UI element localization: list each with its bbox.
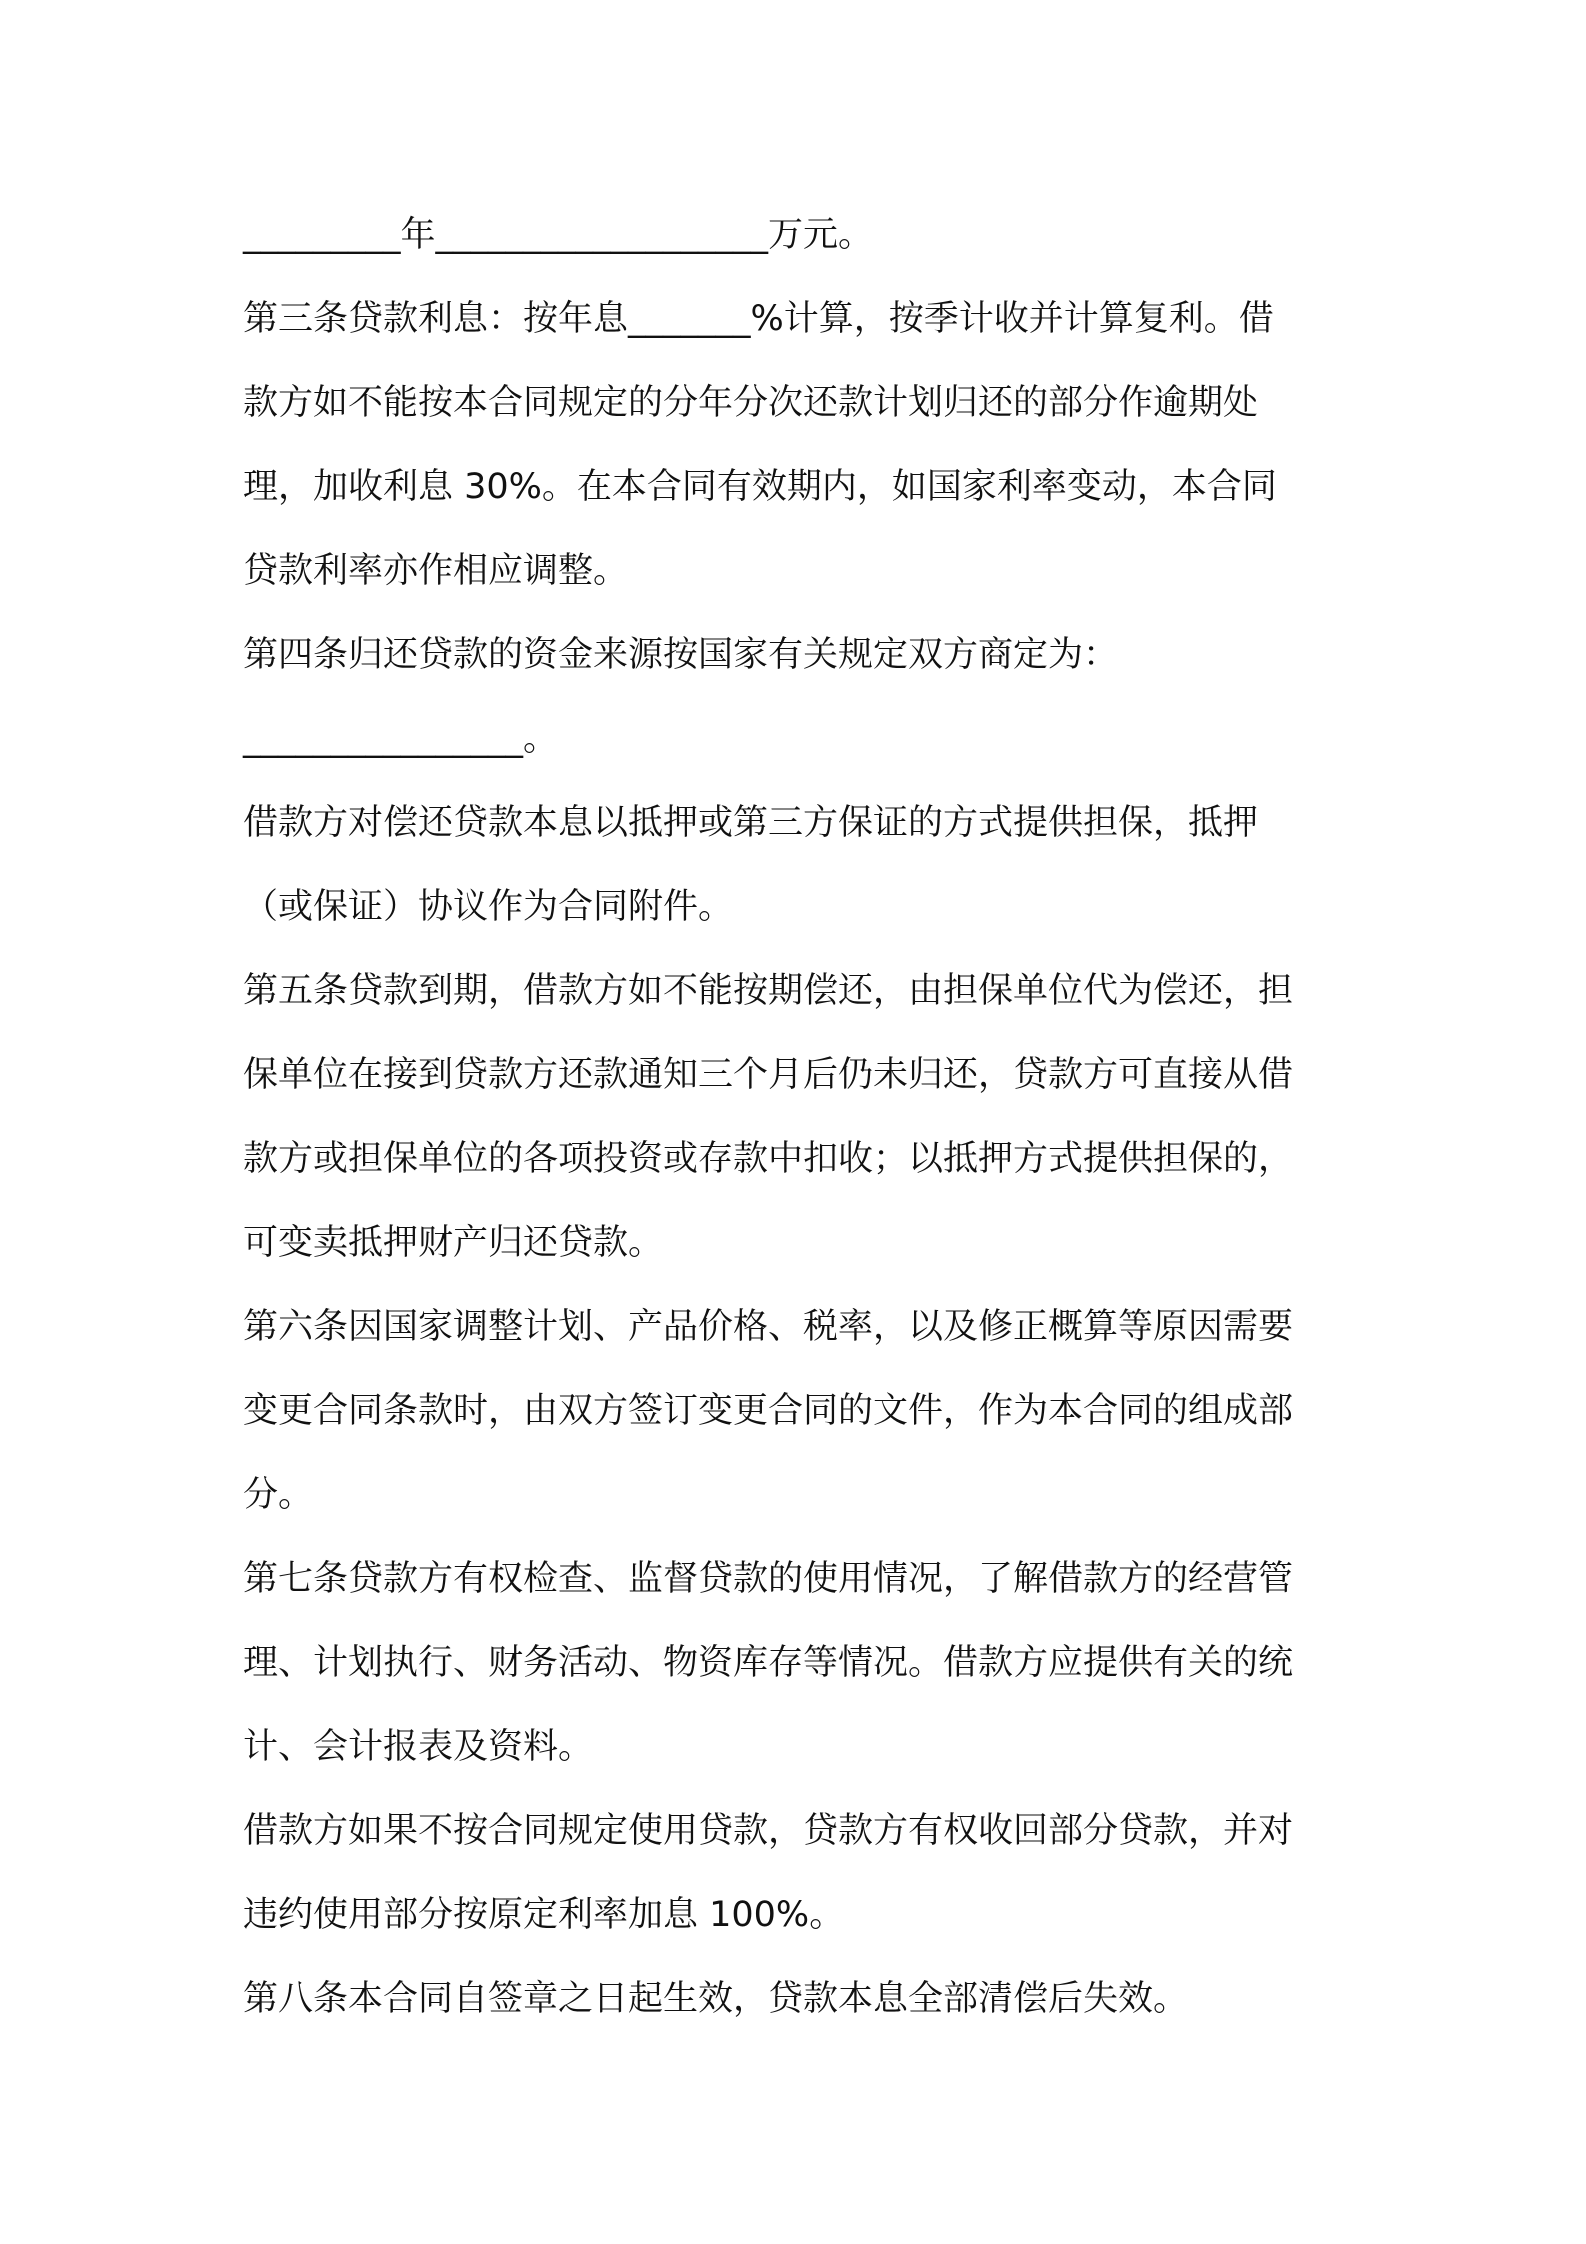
text-line: 理、计划执行、财务活动、物资库存等情况。借款方应提供有关的统 xyxy=(243,1643,1294,1683)
text-line: 第六条因国家调整计划、产品价格、税率，以及修正概算等原因需要 xyxy=(243,1307,1294,1347)
text-line: _________年___________________万元。 xyxy=(243,215,874,255)
text-line: 第四条归还贷款的资金来源按国家有关规定双方商定为： xyxy=(243,635,1119,675)
text-line: 违约使用部分按原定利率加息 100%。 xyxy=(243,1895,845,1935)
text-line: 变更合同条款时，由双方签订变更合同的文件，作为本合同的组成部 xyxy=(243,1391,1294,1431)
text-line: ________________。 xyxy=(243,719,559,759)
text-line: 理，加收利息 30%。在本合同有效期内，如国家利率变动，本合同 xyxy=(243,467,1277,507)
text-line: 款方或担保单位的各项投资或存款中扣收；以抵押方式提供担保的， xyxy=(243,1139,1294,1179)
text-line: 贷款利率亦作相应调整。 xyxy=(243,551,629,591)
text-line: 第七条贷款方有权检查、监督贷款的使用情况，了解借款方的经营管 xyxy=(243,1559,1294,1599)
text-line: 第五条贷款到期，借款方如不能按期偿还，由担保单位代为偿还，担 xyxy=(243,971,1294,1011)
text-line: 计、会计报表及资料。 xyxy=(243,1727,594,1767)
text-line: 可变卖抵押财产归还贷款。 xyxy=(243,1223,664,1263)
contract-body xyxy=(243,193,1363,2041)
text-line: 保单位在接到贷款方还款通知三个月后仍未归还，贷款方可直接从借 xyxy=(243,1055,1294,1095)
text-line: （或保证）协议作为合同附件。 xyxy=(243,887,734,927)
text-line: 第三条贷款利息：按年息_______%计算，按季计收并计算复利。借 xyxy=(243,299,1274,339)
text-line: 借款方如果不按合同规定使用贷款，贷款方有权收回部分贷款，并对 xyxy=(243,1811,1294,1851)
text-line: 借款方对偿还贷款本息以抵押或第三方保证的方式提供担保，抵押 xyxy=(243,803,1259,843)
text-line: 分。 xyxy=(243,1475,314,1515)
text-line: 第八条本合同自签章之日起生效，贷款本息全部清偿后失效。 xyxy=(243,1979,1189,2019)
text-line: 款方如不能按本合同规定的分年分次还款计划归还的部分作逾期处 xyxy=(243,383,1259,423)
